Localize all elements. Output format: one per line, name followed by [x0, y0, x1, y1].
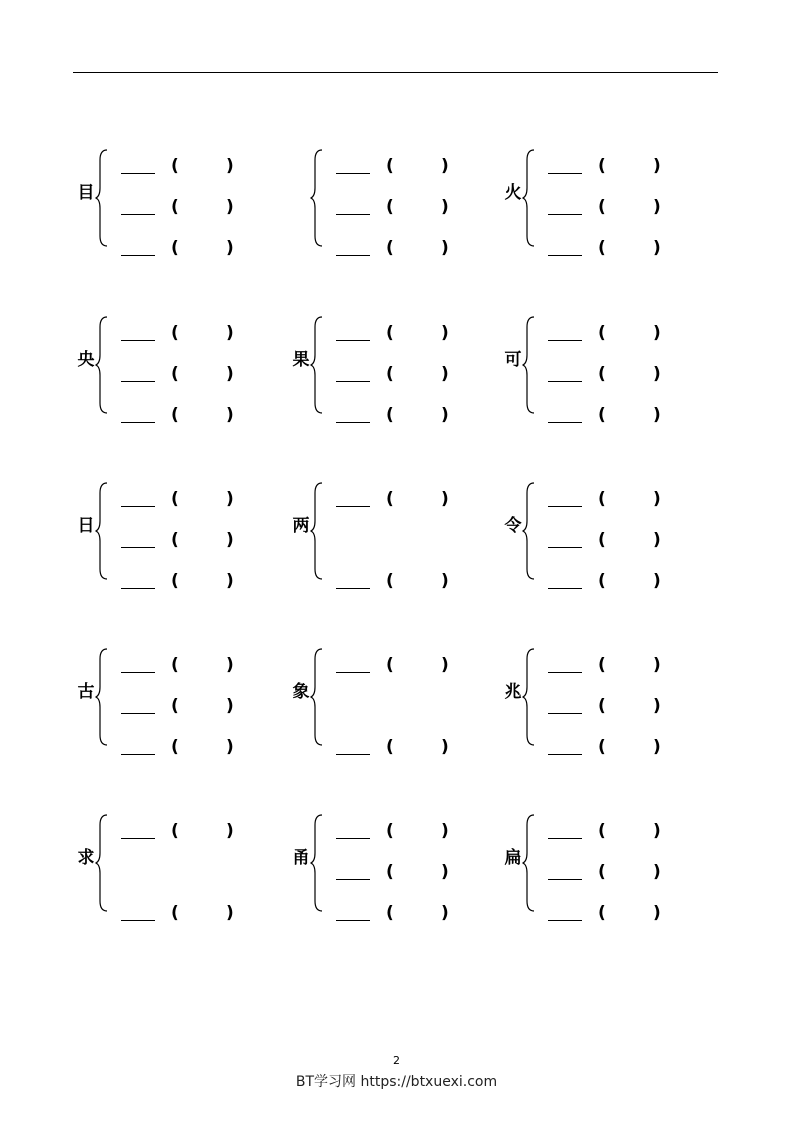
- word-blank[interactable]: [548, 547, 582, 548]
- pinyin-paren-close: ): [653, 737, 661, 757]
- char-group: [75, 148, 265, 258]
- pinyin-paren-close: ): [653, 571, 661, 591]
- pinyin-paren-open: (: [386, 737, 394, 757]
- word-blank[interactable]: [336, 506, 370, 507]
- word-blank[interactable]: [121, 547, 155, 548]
- word-blank[interactable]: [548, 381, 582, 382]
- source-character: 目: [77, 183, 95, 203]
- pinyin-paren-close: ): [226, 655, 234, 675]
- pinyin-paren-close: ): [653, 530, 661, 550]
- curly-brace-icon: [522, 481, 536, 581]
- answer-line: [121, 197, 234, 219]
- answer-line: [548, 862, 661, 884]
- curly-brace-icon: [95, 315, 109, 415]
- header-rule: [73, 72, 718, 73]
- curly-brace-icon: [522, 647, 536, 747]
- answer-line: [336, 323, 449, 345]
- answer-line: [336, 489, 449, 511]
- pinyin-paren-close: ): [653, 696, 661, 716]
- word-blank[interactable]: [548, 713, 582, 714]
- pinyin-paren-open: (: [171, 737, 179, 757]
- word-blank[interactable]: [121, 381, 155, 382]
- word-blank[interactable]: [121, 672, 155, 673]
- source-character: 可: [504, 350, 522, 370]
- pinyin-paren-close: ): [441, 821, 449, 841]
- char-group: [290, 813, 480, 923]
- char-group: [290, 315, 480, 425]
- char-group: [502, 148, 692, 258]
- answer-line: [121, 238, 234, 260]
- source-character: 果: [292, 350, 310, 370]
- pinyin-paren-close: ): [441, 323, 449, 343]
- pinyin-paren-close: ): [653, 405, 661, 425]
- word-blank[interactable]: [121, 422, 155, 423]
- word-blank[interactable]: [121, 506, 155, 507]
- answer-line: [548, 903, 661, 925]
- pinyin-paren-open: (: [598, 238, 606, 258]
- answer-line: [121, 364, 234, 386]
- answer-line: [336, 238, 449, 260]
- answer-line: [548, 489, 661, 511]
- char-group: [502, 481, 692, 591]
- answer-line: [121, 903, 234, 925]
- pinyin-paren-close: ): [653, 238, 661, 258]
- word-blank[interactable]: [336, 879, 370, 880]
- word-blank[interactable]: [336, 173, 370, 174]
- pinyin-paren-close: ): [653, 364, 661, 384]
- curly-brace-icon: [310, 148, 324, 248]
- pinyin-paren-close: ): [226, 489, 234, 509]
- answer-line: [121, 530, 234, 552]
- pinyin-paren-close: ): [441, 405, 449, 425]
- pinyin-paren-open: (: [598, 696, 606, 716]
- pinyin-paren-open: (: [386, 364, 394, 384]
- pinyin-paren-open: (: [386, 405, 394, 425]
- pinyin-paren-close: ): [226, 156, 234, 176]
- curly-brace-icon: [95, 148, 109, 248]
- answer-line: [336, 405, 449, 427]
- curly-brace-icon: [310, 647, 324, 747]
- char-group: [290, 148, 480, 258]
- char-group: [75, 315, 265, 425]
- pinyin-paren-close: ): [441, 489, 449, 509]
- answer-line: [121, 821, 234, 843]
- pinyin-paren-open: (: [598, 571, 606, 591]
- pinyin-paren-open: (: [171, 530, 179, 550]
- pinyin-paren-open: (: [171, 696, 179, 716]
- word-blank[interactable]: [336, 754, 370, 755]
- pinyin-paren-close: ): [226, 903, 234, 923]
- page-number: 2: [393, 1054, 400, 1067]
- word-blank[interactable]: [121, 588, 155, 589]
- char-group: [502, 315, 692, 425]
- answer-line: [548, 238, 661, 260]
- pinyin-paren-open: (: [598, 405, 606, 425]
- pinyin-paren-open: (: [171, 197, 179, 217]
- word-blank[interactable]: [548, 173, 582, 174]
- pinyin-paren-close: ): [441, 156, 449, 176]
- curly-brace-icon: [95, 481, 109, 581]
- answer-line: [336, 737, 449, 759]
- pinyin-paren-close: ): [441, 862, 449, 882]
- pinyin-paren-open: (: [171, 238, 179, 258]
- answer-line: [121, 405, 234, 427]
- pinyin-paren-close: ): [441, 364, 449, 384]
- source-character: [290, 182, 312, 204]
- source-character: 令: [504, 516, 522, 536]
- answer-line: [548, 737, 661, 759]
- pinyin-paren-close: ): [653, 655, 661, 675]
- pinyin-paren-open: (: [598, 821, 606, 841]
- pinyin-paren-open: (: [171, 655, 179, 675]
- pinyin-paren-open: (: [598, 489, 606, 509]
- answer-line: [548, 696, 661, 718]
- source-character: 火: [504, 183, 522, 203]
- pinyin-paren-open: (: [171, 571, 179, 591]
- pinyin-paren-close: ): [653, 323, 661, 343]
- answer-line: [336, 364, 449, 386]
- source-character: 象: [292, 682, 310, 702]
- source-character: 兆: [504, 682, 522, 702]
- pinyin-paren-open: (: [386, 571, 394, 591]
- pinyin-paren-close: ): [441, 655, 449, 675]
- pinyin-paren-close: ): [226, 197, 234, 217]
- word-blank[interactable]: [548, 255, 582, 256]
- pinyin-paren-open: (: [598, 364, 606, 384]
- word-blank[interactable]: [121, 340, 155, 341]
- pinyin-paren-open: (: [598, 903, 606, 923]
- answer-line: [121, 655, 234, 677]
- answer-line: [121, 489, 234, 511]
- curly-brace-icon: [310, 315, 324, 415]
- source-character: 日: [77, 516, 95, 536]
- pinyin-paren-close: ): [226, 737, 234, 757]
- curly-brace-icon: [95, 647, 109, 747]
- pinyin-paren-close: ): [441, 903, 449, 923]
- answer-line: [121, 323, 234, 345]
- word-blank[interactable]: [121, 713, 155, 714]
- pinyin-paren-close: ): [441, 737, 449, 757]
- pinyin-paren-open: (: [598, 323, 606, 343]
- pinyin-paren-open: (: [386, 862, 394, 882]
- word-blank[interactable]: [548, 879, 582, 880]
- curly-brace-icon: [95, 813, 109, 913]
- pinyin-paren-open: (: [598, 530, 606, 550]
- pinyin-paren-open: (: [386, 197, 394, 217]
- answer-line: [336, 821, 449, 843]
- source-character: 扁: [504, 848, 522, 868]
- word-blank[interactable]: [548, 422, 582, 423]
- source-character: 甬: [292, 848, 310, 868]
- pinyin-paren-close: ): [226, 530, 234, 550]
- answer-line: [121, 571, 234, 593]
- word-blank[interactable]: [548, 838, 582, 839]
- word-blank[interactable]: [121, 920, 155, 921]
- pinyin-paren-open: (: [171, 405, 179, 425]
- word-blank[interactable]: [121, 754, 155, 755]
- pinyin-paren-close: ): [226, 571, 234, 591]
- word-blank[interactable]: [548, 920, 582, 921]
- curly-brace-icon: [522, 813, 536, 913]
- answer-line: [336, 571, 449, 593]
- answer-line: [548, 323, 661, 345]
- answer-line: [548, 405, 661, 427]
- footer-watermark: BT学习网 https://btxuexi.com: [295, 1074, 498, 1090]
- word-blank[interactable]: [121, 838, 155, 839]
- word-blank[interactable]: [336, 588, 370, 589]
- pinyin-paren-open: (: [171, 489, 179, 509]
- word-blank[interactable]: [548, 340, 582, 341]
- pinyin-paren-open: (: [598, 862, 606, 882]
- word-blank[interactable]: [548, 214, 582, 215]
- answer-line: [336, 197, 449, 219]
- pinyin-paren-open: (: [386, 821, 394, 841]
- answer-line: [548, 197, 661, 219]
- pinyin-paren-close: ): [653, 197, 661, 217]
- pinyin-paren-close: ): [226, 238, 234, 258]
- pinyin-paren-close: ): [441, 571, 449, 591]
- pinyin-paren-close: ): [653, 156, 661, 176]
- pinyin-paren-close: ): [653, 821, 661, 841]
- pinyin-paren-open: (: [386, 489, 394, 509]
- curly-brace-icon: [522, 148, 536, 248]
- curly-brace-icon: [522, 315, 536, 415]
- pinyin-paren-close: ): [226, 323, 234, 343]
- word-blank[interactable]: [336, 340, 370, 341]
- answer-line: [548, 530, 661, 552]
- answer-line: [336, 903, 449, 925]
- answer-line: [336, 862, 449, 884]
- source-character: 两: [292, 516, 310, 536]
- answer-line: [336, 156, 449, 178]
- word-blank[interactable]: [548, 672, 582, 673]
- word-blank[interactable]: [336, 214, 370, 215]
- pinyin-paren-close: ): [653, 862, 661, 882]
- word-blank[interactable]: [336, 381, 370, 382]
- curly-brace-icon: [310, 481, 324, 581]
- pinyin-paren-open: (: [598, 655, 606, 675]
- curly-brace-icon: [310, 813, 324, 913]
- source-character: 古: [77, 682, 95, 702]
- pinyin-paren-open: (: [171, 364, 179, 384]
- pinyin-paren-close: ): [226, 696, 234, 716]
- word-blank[interactable]: [336, 920, 370, 921]
- answer-line: [121, 156, 234, 178]
- word-blank[interactable]: [548, 506, 582, 507]
- word-blank[interactable]: [548, 754, 582, 755]
- pinyin-paren-close: ): [653, 489, 661, 509]
- word-blank[interactable]: [121, 214, 155, 215]
- pinyin-paren-close: ): [226, 821, 234, 841]
- pinyin-paren-open: (: [598, 197, 606, 217]
- answer-line: [548, 821, 661, 843]
- pinyin-paren-close: ): [441, 238, 449, 258]
- answer-line: [336, 655, 449, 677]
- char-group: [290, 647, 480, 757]
- char-group: [75, 481, 265, 591]
- pinyin-paren-close: ): [441, 197, 449, 217]
- word-blank[interactable]: [336, 422, 370, 423]
- pinyin-paren-open: (: [386, 903, 394, 923]
- answer-line: [548, 571, 661, 593]
- source-character: 央: [77, 350, 95, 370]
- pinyin-paren-close: ): [653, 903, 661, 923]
- pinyin-paren-open: (: [171, 156, 179, 176]
- pinyin-paren-open: (: [386, 238, 394, 258]
- word-blank[interactable]: [548, 588, 582, 589]
- source-character: 求: [77, 848, 95, 868]
- char-group: [75, 813, 265, 923]
- answer-line: [121, 737, 234, 759]
- char-group: [290, 481, 480, 591]
- char-group: [502, 647, 692, 757]
- word-blank[interactable]: [121, 173, 155, 174]
- answer-line: [121, 696, 234, 718]
- answer-line: [548, 156, 661, 178]
- pinyin-paren-open: (: [386, 323, 394, 343]
- pinyin-paren-open: (: [171, 821, 179, 841]
- pinyin-paren-open: (: [598, 737, 606, 757]
- char-group: [502, 813, 692, 923]
- pinyin-paren-open: (: [171, 903, 179, 923]
- word-blank[interactable]: [121, 255, 155, 256]
- pinyin-paren-close: ): [226, 364, 234, 384]
- pinyin-paren-open: (: [386, 655, 394, 675]
- pinyin-paren-open: (: [386, 156, 394, 176]
- word-blank[interactable]: [336, 838, 370, 839]
- char-group: [75, 647, 265, 757]
- pinyin-paren-open: (: [171, 323, 179, 343]
- pinyin-paren-close: ): [226, 405, 234, 425]
- pinyin-paren-open: (: [598, 156, 606, 176]
- answer-line: [548, 364, 661, 386]
- word-blank[interactable]: [336, 672, 370, 673]
- answer-line: [548, 655, 661, 677]
- word-blank[interactable]: [336, 255, 370, 256]
